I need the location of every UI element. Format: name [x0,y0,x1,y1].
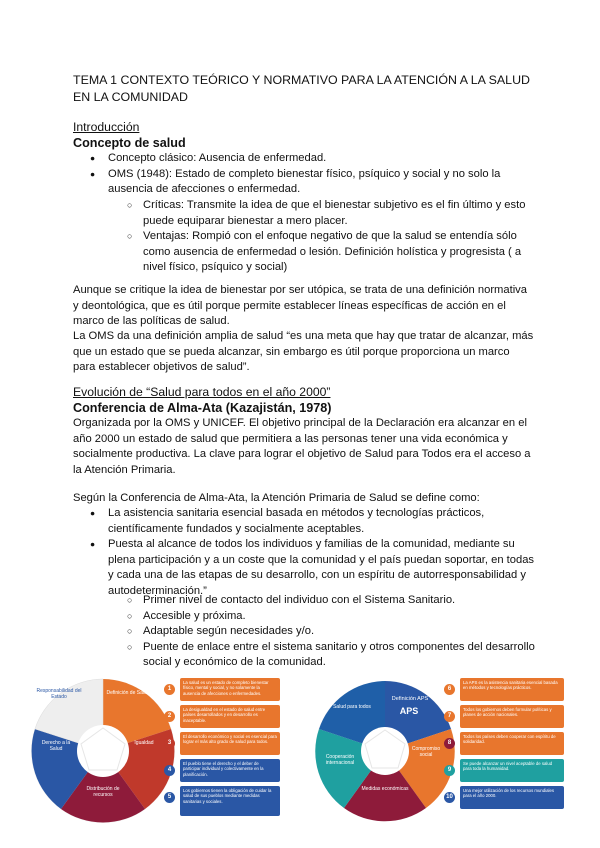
step-number: 3 [164,738,175,749]
page-title: TEMA 1 CONTEXTO TEÓRICO Y NORMATIVO PARA LA ATENCIÓN A LA SALUD EN LA COMUNIDAD [73,73,530,104]
list-item: ● La asistencia sanitaria esencial basada en métodos y tecnologías prácticos, científicamente fundados y socialmente aceptables. [90,506,535,537]
segment-label: Medidas económicas [361,786,409,792]
info-box: Una mejor utilización de los recursos mundiales para el año 2000. [460,786,564,809]
segment-label: Salud para todos [333,704,371,710]
segment-label: Distribución de recursos [86,786,120,798]
aps-center-label: APS [399,706,419,716]
step-number: 10 [444,792,455,803]
step-number: 6 [444,684,455,695]
paragraph: Organizada por la OMS y UNICEF. El objetivo principal de la Declaración era alcanzar en el año 2000 un estado de salud que permitiera a las personas tener una vida económica y socialmente productiva. La clave para lograr el objetivo de Salud para Todos era el acceso a la Atención Primaria. [73,417,531,476]
list-item: ○ Ventajas: Rompió con el enfoque negativo de que la salud se entendía sólo como ausencia de enfermedad o lesión. Definición holística y progresista ( a nivel físico, psíquico y social) [127,229,537,276]
step-number: 5 [164,792,175,803]
paragraph: La OMS da una definición amplia de salud “es una meta que hay que tratar de alcanzar, más que un estado que se pueda alcanzar, sin embargo es útil porque proporciona un marco para establecer objetivos de salud”. [73,330,534,374]
infographic-right [310,676,572,826]
infographic-left [28,676,288,826]
list-item: ● OMS (1948): Estado de completo bienestar físico, psíquico y social y no solo la ausencia de afecciones o enfermedad. [90,167,535,198]
list-item: ● Puesta al alcance de todos los individuos y familias de la comunidad, mediante su plena participación y a un coste que la comunidad y el país puedan soportar, en todas y cada una de las etapas de su desarrollo, con un espíritu de autorresponsabilidad y autodeterminación.” [90,537,535,599]
info-box: Se puede alcanzar un nivel aceptable de salud para toda la humanidad. [460,759,564,782]
step-number: 2 [164,711,175,722]
step-number: 1 [164,684,175,695]
list-item: ○ Adaptable según necesidades y/o. [127,624,537,640]
subheading-concepto-salud: Concepto de salud [73,136,186,150]
info-box: La salud es un estado de completo bienestar físico, mental y social, y no solamente la ausencia de afecciones o enfermedades. [180,678,280,701]
info-box: Los gobiernos tienen la obligación de cuidar la salud de sus pueblos mediante medidas sanitarias y sociales. [180,786,280,816]
segment-label: Responsabilidad del Estado [36,688,82,700]
segment-label: Cooperación internacional [325,754,355,766]
step-number: 4 [164,765,175,776]
section-heading-introduccion: Introducción [73,120,140,134]
list-item: ● Concepto clásico: Ausencia de enfermedad. [90,151,535,167]
info-box: La APS es la asistencia sanitaria esencial basada en métodos y tecnologías prácticos. [460,678,564,701]
list-item: ○ Críticas: Transmite la idea de que el bienestar subjetivo es el fin último y esto puede equiparar bienestar a mero placer. [127,198,537,229]
aps-bullet-list [90,506,535,600]
segment-label: Igualdad [134,740,154,746]
paragraph: Según la Conferencia de Alma-Ata, la Atención Primaria de Salud se define como: [73,492,480,504]
info-box: El desarrollo económico y social es esencial para lograr el más alto grado de salud para todos. [180,732,280,755]
step-number: 8 [444,738,455,749]
segment-label: Definición APS [391,696,429,702]
subheading-alma-ata: Conferencia de Alma-Ata (Kazajistán, 1978) [73,401,332,415]
intro-sub-bullet-list [127,198,537,276]
info-box: El pueblo tiene el derecho y el deber de participar individual y colectivamente en la planificación. [180,759,280,782]
step-number: 9 [444,765,455,776]
list-item: ○ Puente de enlace entre el sistema sanitario y otros componentes del desarrollo social y económico de la comunidad. [127,640,537,671]
info-box: Todos los países deben cooperar con espíritu de solidaridad. [460,732,564,755]
step-number: 7 [444,711,455,722]
segment-label: Derecho a la Salud [41,740,71,752]
intro-bullet-list [90,151,535,198]
paragraph: Aunque se critique la idea de bienestar por ser utópica, se trata de una definición normativa y deontológica, que es útil porque permite establecer líneas específicas de acción en el marco de las políticas de salud. [73,284,527,328]
aps-sub-bullet-list [127,593,537,671]
section-heading-evolucion: Evolución de “Salud para todos en el año 2000” [73,385,331,399]
segment-label: Compromiso social [411,746,441,758]
list-item: ○ Accesible y próxima. [127,609,537,625]
segment-label: Definición de Salud [106,690,150,696]
info-box: Todos los gobiernos deben formular políticas y planes de acción nacionales. [460,705,564,728]
info-box: La desigualdad en el estado de salud entre países desarrollados y en desarrollo es inaceptable. [180,705,280,728]
list-item: ○ Primer nivel de contacto del individuo con el Sistema Sanitario. [127,593,537,609]
